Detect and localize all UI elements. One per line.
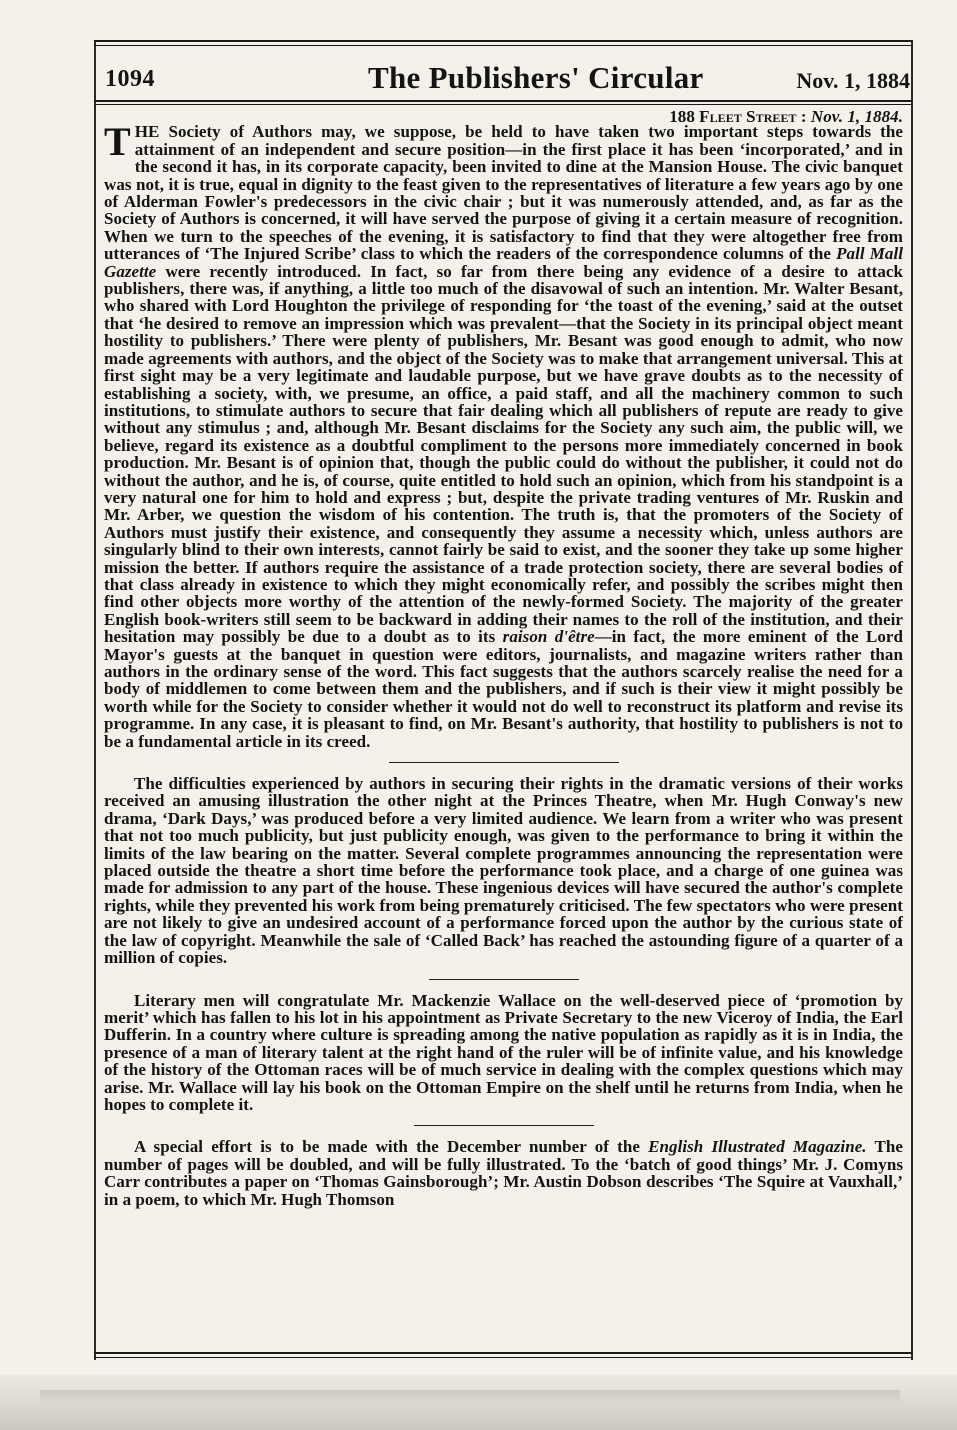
bottom-double-rule-1: [94, 1352, 913, 1354]
top-double-rule-1: [94, 40, 913, 42]
dateline-place: 188 Fleet Street :: [669, 107, 807, 126]
top-double-rule-2: [94, 45, 913, 46]
article-body: [104, 108, 903, 1208]
paragraph-dramatic-versions: The difficulties experienced by authors in securing their rights in the dramatic versions of their works received an amusing illustration the other night at the Princes Theatre, when Mr. Hugh Conway's new drama, ‘Dark Days,’ was produced before a very limited audience. We learn from a writer who was present that not too much publicity, but just publicity enough, was given to the performance to bring it within the limits of the law bearing on the matter. Several complete programmes announcing the representation were placed outside the theatre a short time before the performance took place, and a charge of one guinea was made for admission to any part of the house. These ingenious devices will have secured the author's complete rights, while they prevented his work from being prematurely criticised. The few spectators who were present are not likely to give an undesired account of a performance forced upon the author by the curious state of the law of copyright. Meanwhile the sale of ‘Called Back’ has reached the astounding figure of a quarter of a million of copies.: [104, 774, 903, 968]
bottom-double-rule-2: [94, 1357, 913, 1358]
header-rule-thin: [94, 104, 913, 105]
section-divider: [414, 1125, 594, 1126]
dateline-date: Nov. 1, 1884.: [810, 107, 903, 126]
section-divider: [389, 762, 619, 763]
drop-cap: T: [104, 119, 131, 165]
page-header: [100, 60, 910, 100]
left-margin-rule: [94, 40, 96, 1360]
issue-date: Nov. 1, 1884: [796, 68, 910, 93]
header-rule-thick: [94, 100, 913, 102]
publication-title: The Publishers' Circular: [368, 60, 704, 95]
right-margin-rule: [911, 40, 913, 1360]
paragraph-english-illustrated: A special effort is to be made with the December number of the English Illustrated Magazine. The number of pages will be doubled, and will be fully illustrated. To the ‘batch of good things’ Mr. J. Comyns Carr contributes a paper on ‘Thomas Gainsborough’; Mr. Austin Dobson describes ‘The Squire at Vauxhall,’ in a poem, to which Mr. Hugh Thomson: [104, 1137, 903, 1209]
paragraph-mackenzie-wallace: Literary men will congratulate Mr. Mackenzie Wallace on the well-deserved piece of ‘promotion by merit’ which has fallen to his lot in his appointment as Private Secretary to the new Viceroy of India, the Earl Dufferin. In a country where culture is spreading among the native population as rapidly as it is in India, the presence of a man of literary talent at the right hand of the ruler will be of infinite value, and his knowledge of the history of the Ottoman races will be of much service in dealing with the complex questions which may arise. Mr. Wallace will lay his book on the Ottoman Empire on the shelf until he returns from India, when he hopes to complete it.: [104, 990, 903, 1114]
section-divider: [429, 979, 579, 980]
paragraph-society-of-authors: THE Society of Authors may, we suppose, be held to have taken two important steps towards the attainment of an independent and secure position—in the first place it has been ‘incorporated,’ and in the second it has, in its corporate capacity, been invited to dine at the Mansion House. The civic banquet was not, it is true, equal in dignity to the feast given to the representatives of literature a few years ago by one of Alderman Fowler's predecessors in the civic chair ; but it was numerously attended, and, as far as the Society of Authors is concerned, it will have served the purpose of giving it a certain measure of recognition. When we turn to the speeches of the evening, it is satisfactory to find that they were altogether free from utterances of ‘The Injured Scribe’ class to which the readers of the correspondence columns of the Pall Mall Gazette were recently introduced. In fact, so far from there being any evidence of a desire to attack publishers, there was, if anything, a little too much of the disavowal of such an intention. Mr. Walter Besant, who shared with Lord Houghton the privilege of responding for ‘the toast of the evening,’ said at the outset that ‘he desired to remove an impression which was prevalent—that the Society in its principal object meant hostility to publishers.’ There were plenty of publishers, Mr. Besant was good enough to admit, who now made agreements with authors, and the object of the Society was to make that arrangement universal. This at first sight may be a very legitimate and laudable purpose, but we have grave doubts as to the necessity of establishing a society, with, we presume, an office, a paid staff, and all the machinery common to such institutions, to stimulate authors to secure that fair dealing which all publishers of repute are ready to give without any stimulus ; and, although Mr. Besant disclaims for the Society any such aim, the public will, we believe, regard its existence as a doubtful compliment to the persons more immediately concerned in book production. Mr. Besant is of opinion that, though the public could do without the publisher, it could not do without the author, and he is, of course, quite entitled to hold such an opinion, which from his standpoint is a very natural one for him to hold and express ; but, despite the private trading ventures of Mr. Ruskin and Mr. Arber, we question the wisdom of his contention. The truth is, that the promoters of the Society of Authors must justify their existence, and consequently they assume a necessity which, unless authors are singularly blind to their own interests, cannot fairly be said to exist, and the sooner they take up some higher mission the better. If authors require the assistance of a trade protection society, there are several bodies of that class already in existence to which they might economically refer, and possibly the scribes might then find other objects more worthy of the attention of the newly-formed Society. The majority of the greater English book-writers still seem to be backward in adding their names to the roll of the institution, and their hesitation may possibly be due to a doubt as to its raison d'être—in fact, the more eminent of the Lord Mayor's guests at the banquet in question were editors, journalists, and magazine writers rather than authors in the ordinary sense of the word. This fact suggests that the authors scarcely realise the need for a body of middlemen to come between them and the publishers, and if such is their view it might possibly be worth while for the Society to consider whether it would not do well to reconstruct its platform and revise its programme. In any case, it is pleasant to find, on Mr. Besant's authority, that hostility to publishers is not to be a fundamental article in its creed.: [104, 119, 903, 751]
page-edge-shading: [40, 1390, 900, 1404]
page-number: 1094: [105, 66, 155, 92]
